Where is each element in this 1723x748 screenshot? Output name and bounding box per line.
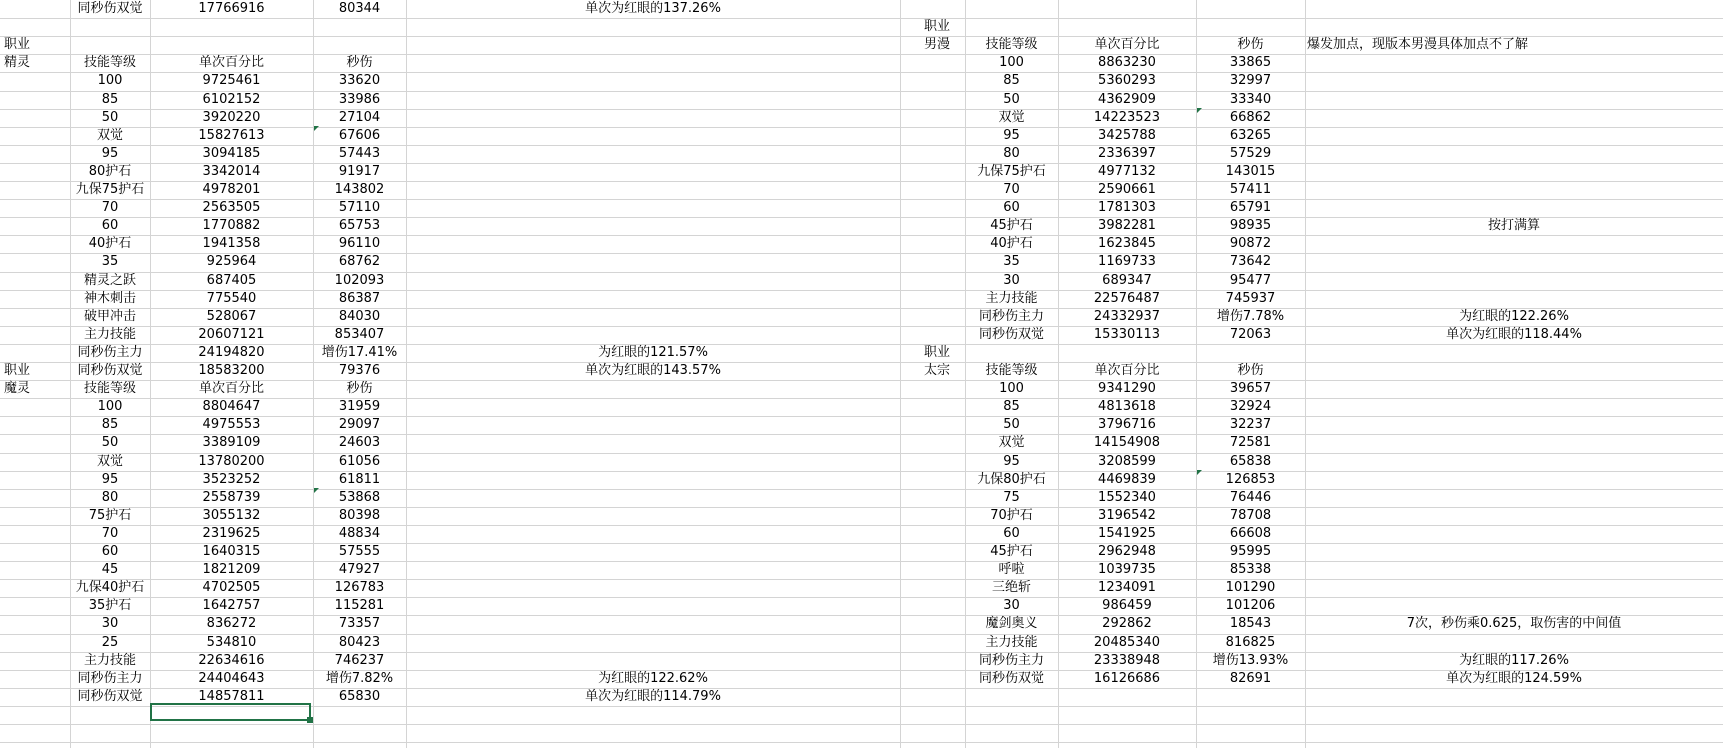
- data-cell-pct: 3196542: [1098, 508, 1156, 523]
- data-cell-pct: 5360293: [1098, 73, 1156, 88]
- data-cell-dps: 61056: [338, 454, 381, 469]
- data-cell-dps: 76446: [1229, 490, 1272, 505]
- data-cell-dps: 101206: [1225, 598, 1276, 613]
- note-cell: 单次为红眼的118.44%: [1446, 327, 1582, 342]
- data-cell-pct: 775540: [206, 291, 257, 306]
- data-cell-level: 同秒伤主力: [77, 345, 143, 360]
- data-cell-pct: 3982281: [1098, 218, 1156, 233]
- note-cell: 为红眼的122.62%: [598, 671, 708, 686]
- data-cell-level: 同秒伤双觉: [978, 327, 1044, 342]
- data-cell-pct: 8863230: [1098, 55, 1156, 70]
- data-cell-dps: 67606: [338, 128, 381, 143]
- data-cell-dps: 33865: [1229, 55, 1272, 70]
- data-cell-dps: 79376: [338, 363, 381, 378]
- data-cell-level: 同秒伤主力: [77, 671, 143, 686]
- data-cell-dps: 78708: [1229, 508, 1272, 523]
- data-cell-level: 50: [1003, 92, 1020, 107]
- data-cell-level: 100: [999, 55, 1024, 70]
- column-header-pct: 单次百分比: [198, 381, 264, 396]
- data-cell-dps: 57555: [338, 544, 381, 559]
- data-cell-level: 同秒伤双觉: [978, 671, 1044, 686]
- data-cell-level: 35护石: [88, 598, 132, 613]
- data-cell-pct: 20607121: [198, 327, 265, 342]
- data-cell-level: 同秒伤双觉: [77, 689, 143, 704]
- data-cell-dps: 33340: [1229, 92, 1272, 107]
- data-cell-level: 50: [101, 110, 119, 125]
- data-cell-level: 同秒伤双觉: [77, 1, 143, 16]
- data-cell-level: 60: [1003, 200, 1020, 215]
- data-cell-level: 主力技能: [83, 327, 136, 342]
- data-cell-pct: 1642757: [202, 598, 261, 613]
- data-cell-pct: 1770882: [202, 218, 261, 233]
- data-cell-pct: 24404643: [198, 671, 265, 686]
- data-cell-level: 40护石: [990, 236, 1033, 251]
- data-cell-pct: 2590661: [1098, 182, 1156, 197]
- data-cell-level: 破甲冲击: [83, 309, 136, 324]
- data-cell-pct: 18583200: [198, 363, 265, 378]
- data-cell-dps: 增伤17.41%: [321, 345, 398, 360]
- data-cell-level: 同秒伤主力: [978, 653, 1044, 668]
- data-cell-level: 双觉: [96, 128, 123, 143]
- column-header-level: 技能等级: [83, 55, 136, 70]
- data-cell-pct: 4469839: [1098, 472, 1156, 487]
- data-cell-level: 双觉: [96, 454, 123, 469]
- data-cell-level: 30: [101, 616, 119, 631]
- data-cell-pct: 20485340: [1093, 635, 1161, 650]
- job-name: 太宗: [924, 363, 951, 378]
- comment-indicator-icon[interactable]: [1197, 108, 1202, 113]
- data-cell-pct: 3920220: [202, 110, 261, 125]
- job-label: 职业: [924, 345, 951, 360]
- data-cell-level: 50: [1003, 417, 1020, 432]
- data-cell-pct: 22576487: [1093, 291, 1161, 306]
- data-cell-level: 40护石: [88, 236, 132, 251]
- column-gridline: [1305, 0, 1306, 748]
- data-cell-pct: 689347: [1102, 273, 1152, 288]
- data-cell-level: 95: [1003, 128, 1020, 143]
- data-cell-pct: 4362909: [1098, 92, 1156, 107]
- data-cell-dps: 增伤13.93%: [1212, 653, 1289, 668]
- comment-indicator-icon[interactable]: [314, 488, 319, 493]
- data-cell-level: 70: [101, 200, 119, 215]
- data-cell-pct: 534810: [206, 635, 257, 650]
- data-cell-level: 双觉: [998, 110, 1025, 125]
- note-cell: 为红眼的122.26%: [1459, 309, 1569, 324]
- data-cell-level: 95: [1003, 454, 1020, 469]
- data-cell-level: 30: [1003, 598, 1020, 613]
- job-name: 男漫: [924, 37, 951, 52]
- job-name: 魔灵: [4, 381, 31, 396]
- data-cell-dps: 82691: [1229, 671, 1272, 686]
- column-header-pct: 单次百分比: [1094, 363, 1160, 378]
- data-cell-dps: 18543: [1229, 616, 1272, 631]
- data-cell-dps: 65753: [338, 218, 381, 233]
- data-cell-level: 35: [1003, 254, 1020, 269]
- data-cell-dps: 90872: [1229, 236, 1272, 251]
- data-cell-pct: 1541925: [1098, 526, 1156, 541]
- data-cell-level: 九保75护石: [977, 164, 1046, 179]
- data-cell-pct: 14857811: [198, 689, 265, 704]
- data-cell-pct: 1640315: [202, 544, 261, 559]
- data-cell-dps: 61811: [338, 472, 381, 487]
- data-cell-dps: 47927: [338, 562, 381, 577]
- data-cell-pct: 3389109: [202, 435, 261, 450]
- data-cell-level: 同秒伤主力: [978, 309, 1044, 324]
- data-cell-level: 九保75护石: [75, 182, 145, 197]
- data-cell-dps: 95477: [1229, 273, 1272, 288]
- column-header-level: 技能等级: [985, 37, 1038, 52]
- note-cell: 按打满算: [1487, 218, 1540, 233]
- data-cell-dps: 65838: [1229, 454, 1272, 469]
- data-cell-pct: 3523252: [202, 472, 261, 487]
- data-cell-level: 75护石: [88, 508, 132, 523]
- data-cell-level: 70: [101, 526, 119, 541]
- data-cell-level: 85: [101, 92, 119, 107]
- job-name: 精灵: [4, 55, 31, 70]
- data-cell-dps: 65791: [1229, 200, 1272, 215]
- data-cell-pct: 3796716: [1098, 417, 1156, 432]
- data-cell-dps: 33986: [338, 92, 381, 107]
- data-cell-level: 主力技能: [83, 653, 136, 668]
- data-cell-dps: 57443: [338, 146, 381, 161]
- column-header-pct: 单次百分比: [198, 55, 264, 70]
- data-cell-pct: 1552340: [1098, 490, 1156, 505]
- data-cell-level: 100: [97, 73, 123, 88]
- data-cell-dps: 66862: [1229, 110, 1272, 125]
- data-cell-level: 35: [101, 254, 119, 269]
- data-cell-dps: 98935: [1229, 218, 1272, 233]
- data-cell-pct: 528067: [206, 309, 257, 324]
- data-cell-dps: 66608: [1229, 526, 1272, 541]
- job-label: 职业: [4, 37, 31, 52]
- column-header-level: 技能等级: [83, 381, 136, 396]
- data-cell-level: 70: [1003, 182, 1020, 197]
- data-cell-pct: 9725461: [202, 73, 261, 88]
- data-cell-pct: 22634616: [198, 653, 265, 668]
- data-cell-level: 60: [101, 218, 119, 233]
- column-gridline: [900, 0, 901, 748]
- data-cell-dps: 143015: [1225, 164, 1276, 179]
- data-cell-pct: 24194820: [198, 345, 265, 360]
- data-cell-level: 双觉: [998, 435, 1025, 450]
- data-cell-level: 60: [1003, 526, 1020, 541]
- data-cell-dps: 115281: [334, 598, 385, 613]
- data-cell-dps: 增伤7.82%: [325, 671, 394, 686]
- data-cell-dps: 143802: [334, 182, 385, 197]
- data-cell-pct: 14223523: [1093, 110, 1161, 125]
- selected-cell-outline[interactable]: [150, 703, 311, 721]
- data-cell-pct: 17766916: [198, 1, 265, 16]
- data-cell-dps: 73642: [1229, 254, 1272, 269]
- data-cell-level: 三绝斩: [991, 580, 1031, 595]
- data-cell-dps: 68762: [338, 254, 381, 269]
- data-cell-pct: 1234091: [1098, 580, 1156, 595]
- data-cell-pct: 2558739: [202, 490, 261, 505]
- job-label: 职业: [924, 19, 951, 34]
- data-cell-pct: 15827613: [198, 128, 265, 143]
- fill-handle[interactable]: [307, 717, 313, 723]
- data-cell-pct: 292862: [1102, 616, 1152, 631]
- data-cell-dps: 57411: [1229, 182, 1272, 197]
- column-header-dps: 秒伤: [1237, 37, 1264, 52]
- data-cell-level: 45护石: [990, 218, 1033, 233]
- data-cell-pct: 2336397: [1098, 146, 1156, 161]
- data-cell-dps: 57110: [338, 200, 381, 215]
- data-cell-dps: 57529: [1229, 146, 1272, 161]
- data-cell-dps: 39657: [1229, 381, 1272, 396]
- data-cell-dps: 126853: [1225, 472, 1276, 487]
- data-cell-pct: 6102152: [202, 92, 261, 107]
- data-cell-level: 呼啦: [998, 562, 1025, 577]
- column-header-level: 技能等级: [985, 363, 1038, 378]
- column-header-pct: 单次百分比: [1094, 37, 1160, 52]
- data-cell-pct: 1623845: [1098, 236, 1156, 251]
- data-cell-level: 30: [1003, 273, 1020, 288]
- data-cell-dps: 85338: [1229, 562, 1272, 577]
- data-cell-dps: 126783: [334, 580, 385, 595]
- data-cell-level: 45: [101, 562, 119, 577]
- data-cell-pct: 16126686: [1093, 671, 1161, 686]
- data-cell-dps: 102093: [334, 273, 385, 288]
- data-cell-level: 主力技能: [985, 635, 1038, 650]
- data-cell-pct: 3342014: [202, 164, 261, 179]
- data-cell-pct: 24332937: [1093, 309, 1161, 324]
- comment-indicator-icon[interactable]: [314, 126, 319, 131]
- data-cell-level: 50: [101, 435, 119, 450]
- data-cell-level: 九保40护石: [75, 580, 145, 595]
- data-cell-dps: 增伤7.78%: [1216, 309, 1285, 324]
- data-cell-dps: 80344: [338, 1, 381, 16]
- data-cell-level: 85: [101, 417, 119, 432]
- data-cell-pct: 23338948: [1093, 653, 1161, 668]
- data-cell-level: 80: [1003, 146, 1020, 161]
- data-cell-level: 70护石: [990, 508, 1033, 523]
- job-label: 职业: [4, 363, 31, 378]
- row-gridline: [0, 18, 1723, 19]
- data-cell-dps: 31959: [338, 399, 381, 414]
- data-cell-pct: 986459: [1102, 598, 1152, 613]
- data-cell-level: 95: [101, 146, 119, 161]
- data-cell-pct: 4977132: [1098, 164, 1156, 179]
- data-cell-pct: 13780200: [198, 454, 265, 469]
- data-cell-pct: 3425788: [1098, 128, 1156, 143]
- data-cell-pct: 836272: [206, 616, 257, 631]
- data-cell-pct: 925964: [206, 254, 257, 269]
- column-header-note: 爆发加点，现版本男漫具体加点不了解: [1307, 37, 1529, 52]
- note-cell: 为红眼的121.57%: [598, 345, 708, 360]
- column-header-dps: 秒伤: [346, 55, 373, 70]
- data-cell-dps: 27104: [338, 110, 381, 125]
- data-cell-dps: 65830: [338, 689, 381, 704]
- data-cell-level: 80: [101, 490, 119, 505]
- data-cell-dps: 101290: [1225, 580, 1276, 595]
- data-cell-pct: 687405: [206, 273, 257, 288]
- data-cell-dps: 32237: [1229, 417, 1272, 432]
- data-cell-dps: 746237: [334, 653, 385, 668]
- data-cell-level: 精灵之跃: [83, 273, 136, 288]
- data-cell-level: 95: [101, 472, 119, 487]
- data-cell-dps: 95995: [1229, 544, 1272, 559]
- data-cell-dps: 63265: [1229, 128, 1272, 143]
- data-cell-level: 魔剑奥义: [985, 616, 1038, 631]
- note-cell: 单次为红眼的137.26%: [585, 1, 721, 16]
- data-cell-pct: 4975553: [202, 417, 261, 432]
- row-gridline: [0, 724, 1723, 725]
- data-cell-pct: 2563505: [202, 200, 261, 215]
- data-cell-dps: 73357: [338, 616, 381, 631]
- note-cell: 7次，秒伤乘0.625，取伤害的中间值: [1406, 616, 1622, 631]
- data-cell-pct: 3094185: [202, 146, 261, 161]
- note-cell: 单次为红眼的143.57%: [585, 363, 721, 378]
- data-cell-dps: 91917: [338, 164, 381, 179]
- data-cell-pct: 9341290: [1098, 381, 1156, 396]
- data-cell-dps: 816825: [1225, 635, 1276, 650]
- data-cell-pct: 1039735: [1098, 562, 1156, 577]
- data-cell-level: 九保80护石: [977, 472, 1046, 487]
- data-cell-dps: 745937: [1225, 291, 1276, 306]
- data-cell-pct: 4702505: [202, 580, 261, 595]
- column-header-dps: 秒伤: [1237, 363, 1264, 378]
- data-cell-pct: 14154908: [1093, 435, 1161, 450]
- data-cell-level: 神木刺击: [83, 291, 136, 306]
- data-cell-level: 85: [1003, 399, 1020, 414]
- data-cell-level: 100: [999, 381, 1024, 396]
- data-cell-dps: 86387: [338, 291, 381, 306]
- note-cell: 单次为红眼的124.59%: [1446, 671, 1582, 686]
- data-cell-dps: 853407: [334, 327, 385, 342]
- data-cell-pct: 2962948: [1098, 544, 1156, 559]
- data-cell-level: 主力技能: [985, 291, 1038, 306]
- data-cell-pct: 3208599: [1098, 454, 1156, 469]
- data-cell-level: 同秒伤双觉: [77, 363, 143, 378]
- data-cell-pct: 1781303: [1098, 200, 1156, 215]
- data-cell-dps: 84030: [338, 309, 381, 324]
- data-cell-dps: 32924: [1229, 399, 1272, 414]
- comment-indicator-icon[interactable]: [1197, 470, 1202, 475]
- data-cell-dps: 48834: [338, 526, 381, 541]
- data-cell-level: 25: [101, 635, 119, 650]
- data-cell-dps: 72063: [1229, 327, 1272, 342]
- data-cell-pct: 1941358: [202, 236, 261, 251]
- data-cell-dps: 33620: [338, 73, 381, 88]
- data-cell-pct: 8804647: [202, 399, 261, 414]
- data-cell-level: 75: [1003, 490, 1020, 505]
- data-cell-dps: 96110: [338, 236, 381, 251]
- data-cell-pct: 1169733: [1098, 254, 1156, 269]
- data-cell-pct: 4978201: [202, 182, 261, 197]
- data-cell-level: 45护石: [990, 544, 1033, 559]
- note-cell: 单次为红眼的114.79%: [585, 689, 721, 704]
- data-cell-pct: 2319625: [202, 526, 261, 541]
- data-cell-pct: 4813618: [1098, 399, 1156, 414]
- data-cell-pct: 1821209: [202, 562, 261, 577]
- data-cell-dps: 24603: [338, 435, 381, 450]
- data-cell-level: 85: [1003, 73, 1020, 88]
- data-cell-dps: 32997: [1229, 73, 1272, 88]
- data-cell-pct: 15330113: [1093, 327, 1161, 342]
- data-cell-dps: 29097: [338, 417, 381, 432]
- data-cell-dps: 80423: [338, 635, 381, 650]
- data-cell-pct: 3055132: [202, 508, 261, 523]
- data-cell-level: 80护石: [88, 164, 132, 179]
- data-cell-level: 60: [101, 544, 119, 559]
- note-cell: 为红眼的117.26%: [1459, 653, 1569, 668]
- data-cell-dps: 80398: [338, 508, 381, 523]
- column-header-dps: 秒伤: [346, 381, 373, 396]
- data-cell-dps: 72581: [1229, 435, 1272, 450]
- row-gridline: [0, 742, 1723, 743]
- data-cell-dps: 53868: [338, 490, 381, 505]
- data-cell-level: 100: [97, 399, 123, 414]
